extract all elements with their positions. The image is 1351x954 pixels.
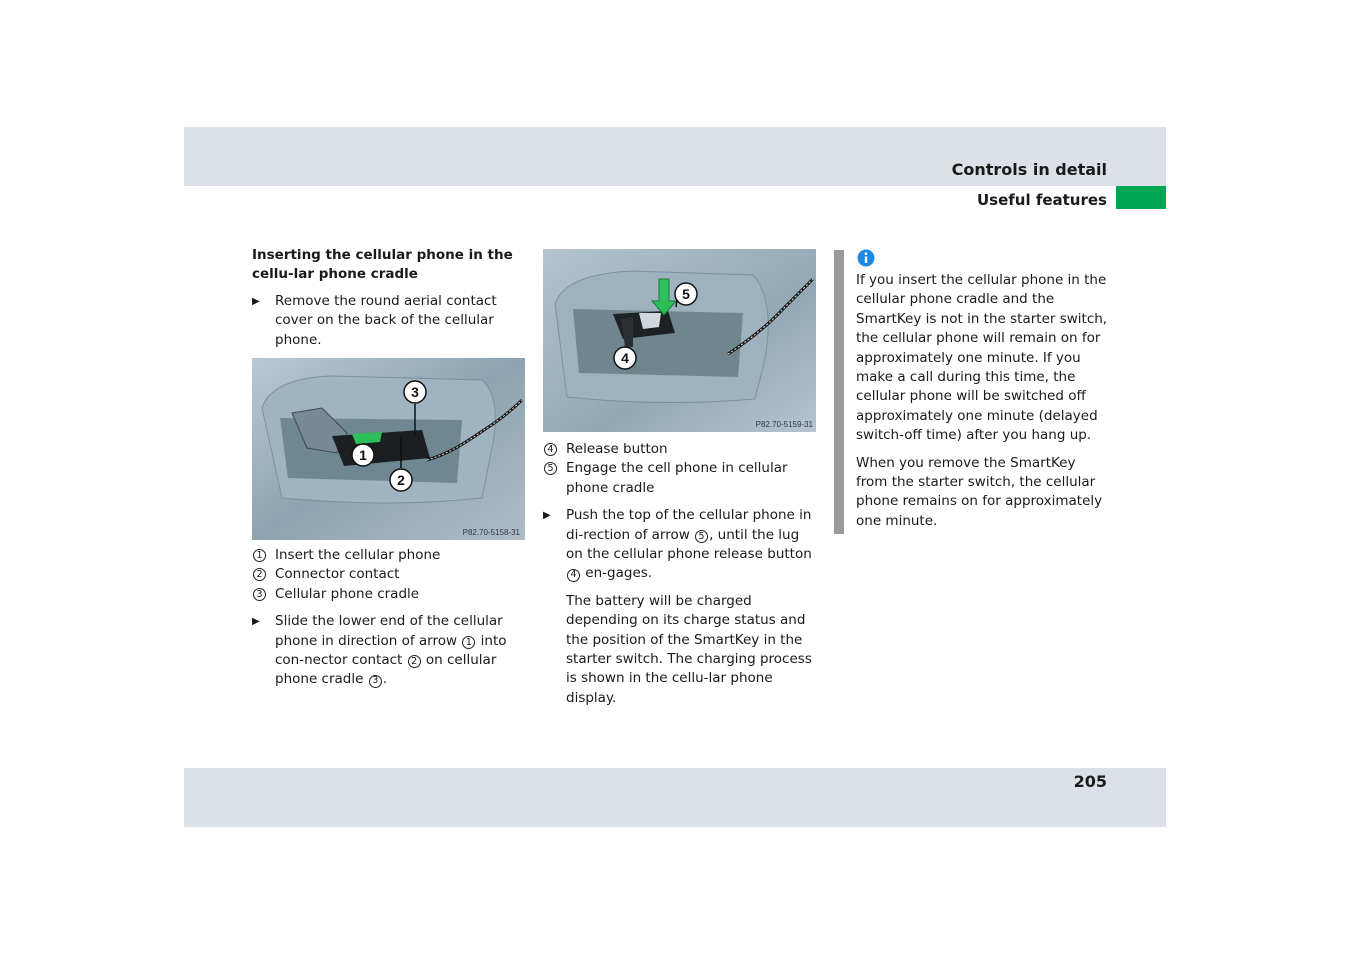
footer-band xyxy=(184,768,1166,827)
number-circle: 1 xyxy=(253,549,266,562)
legend-text: Release button xyxy=(566,441,668,457)
legend-list xyxy=(252,546,528,604)
step-text: Push the top of the cellular phone in di-rection of arrow xyxy=(566,507,812,543)
figure-cradle-insert xyxy=(252,358,525,540)
step-push-phone xyxy=(543,506,819,584)
callout-4: 4 xyxy=(621,350,629,366)
legend-list xyxy=(543,440,819,498)
legend-text: Engage the cell phone in cellular phone cradle xyxy=(566,460,788,496)
step-slide-phone xyxy=(252,612,528,690)
callout-1: 1 xyxy=(359,447,367,464)
legend-text: Cellular phone cradle xyxy=(275,585,420,602)
subsection-title: Useful features xyxy=(976,191,1107,209)
procedure-heading: Inserting the cellular phone in the cellu-lar phone cradle xyxy=(252,247,513,283)
number-circle: 1 xyxy=(462,636,475,649)
number-circle: 2 xyxy=(408,655,421,668)
legend-item xyxy=(543,459,819,498)
info-paragraph: If you insert the cellular phone in the cellular phone cradle and the SmartKey is not in the starter switch, the cellular phone will remain on for approximately one minute. If you make a call during this time, the cellular phone will be switched off approximately one minute (delayed switch-off time) after you hang up. xyxy=(856,272,1108,444)
callout-3: 3 xyxy=(411,384,419,401)
number-circle: 3 xyxy=(253,588,266,601)
bullet-arrow-icon: ▶ xyxy=(543,510,551,522)
column-left xyxy=(252,246,528,698)
legend-text: Insert the cellular phone xyxy=(275,547,441,564)
legend-item xyxy=(543,440,819,459)
number-circle: 4 xyxy=(567,569,580,582)
number-circle: 2 xyxy=(253,568,266,581)
legend-item xyxy=(252,585,528,604)
figure-code: P82.70-5159-31 xyxy=(755,420,813,429)
charging-note: The battery will be charged depending on its charge status and the position of the SmartKey in the starter switch. The charging process is shown in the cellu-lar phone display. xyxy=(566,592,812,706)
step-text: Remove the round aerial contact cover on the back of the cellular phone. xyxy=(275,292,497,348)
legend-item xyxy=(252,565,528,584)
bullet-arrow-icon: ▶ xyxy=(252,616,260,628)
page-number: 205 xyxy=(1073,772,1107,791)
number-circle: 5 xyxy=(544,462,557,475)
number-circle: 4 xyxy=(544,443,557,456)
step-text: into con-nector contact xyxy=(275,632,507,669)
bullet-arrow-icon: ▶ xyxy=(252,295,260,307)
step-text: , until the lug on the cellular phone release button xyxy=(566,526,812,563)
step-text: on cellular phone cradle xyxy=(275,652,497,688)
step-text: Slide the lower end of the cellular phone in direction of arrow xyxy=(275,613,503,649)
info-sidebar-bar xyxy=(834,250,844,534)
callout-2: 2 xyxy=(397,472,405,489)
column-middle xyxy=(543,249,819,716)
section-title: Controls in detail xyxy=(951,160,1107,179)
number-circle: 3 xyxy=(369,675,382,688)
figure-release-button xyxy=(543,249,816,432)
info-paragraph: When you remove the SmartKey from the starter switch, the cellular phone remains on for approximately one minute. xyxy=(856,454,1103,529)
callout-5: 5 xyxy=(682,286,690,302)
section-tab-marker xyxy=(1116,186,1166,209)
step-text: . xyxy=(382,671,388,688)
step-remove-cover xyxy=(252,292,528,350)
figure-code: P82.70-5158-31 xyxy=(462,528,520,538)
legend-item xyxy=(252,546,528,565)
legend-text: Connector contact xyxy=(275,566,400,583)
info-box xyxy=(856,249,1108,539)
info-icon xyxy=(857,249,875,267)
number-circle: 5 xyxy=(695,530,708,543)
step-text: en-gages. xyxy=(585,565,653,582)
